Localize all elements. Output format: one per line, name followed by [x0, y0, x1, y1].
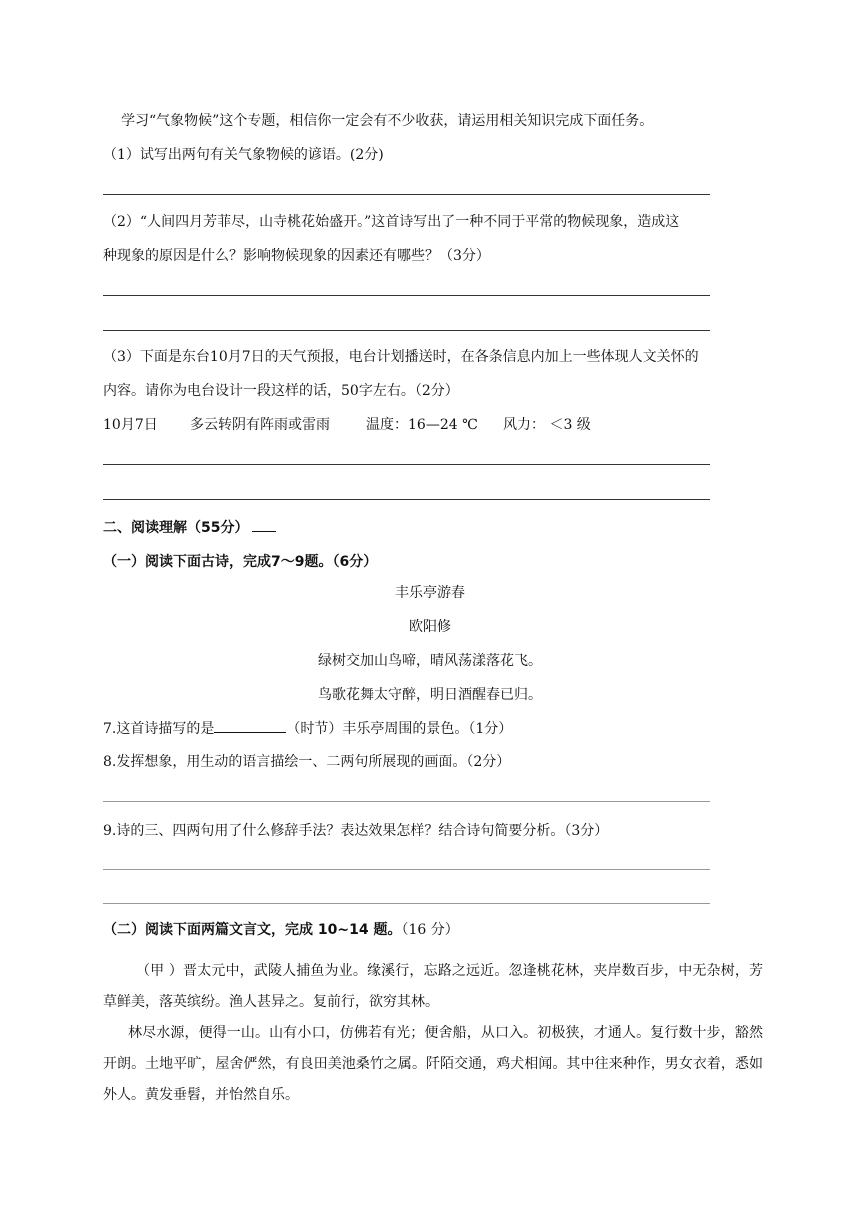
- question-3-line-1: （3）下面是东台10月7日的天气预报，电台计划播送时，在各条信息内加上一些体现人文关怀的: [103, 349, 699, 365]
- forecast-weather: 多云转阴有阵雨或雷雨: [190, 417, 330, 433]
- poem-line-2: 鸟歌花舞太守醉，明日酒醒春已归。: [318, 687, 542, 703]
- question-7-suffix: （时节）丰乐亭周围的景色。（1分）: [286, 721, 513, 737]
- poem-line-1: 绿树交加山鸟啼，晴风荡漾落花飞。: [318, 653, 542, 669]
- answer-line: [103, 464, 710, 465]
- subsection-2-score: （16 分）: [401, 922, 459, 938]
- poem-title: 丰乐亭游春: [395, 585, 465, 601]
- score-blank: [252, 517, 276, 532]
- subsection-1-title: （一）阅读下面古诗，完成7～9题。（6分）: [103, 554, 378, 570]
- answer-line: [103, 801, 710, 802]
- question-3-line-2: 内容。请你为电台设计一段这样的话，50字左右。（2分）: [103, 383, 459, 399]
- section-2-title-text: 二、阅读理解（55分）: [103, 520, 249, 536]
- poem-author: 欧阳修: [409, 619, 451, 635]
- fill-in-blank[interactable]: [214, 718, 286, 733]
- forecast-date: 10月7日: [103, 417, 158, 433]
- question-7: [103, 718, 512, 739]
- answer-line: [103, 330, 710, 331]
- subsection-2-title: [103, 920, 459, 940]
- forecast-temperature: 温度：16—24 ℃: [366, 417, 478, 433]
- answer-line: [103, 499, 710, 500]
- answer-line: [103, 903, 710, 904]
- task-intro: 学习“气象物候”这个专题，相信你一定会有不少收获，请运用相关知识完成下面任务。: [121, 113, 654, 129]
- passage-paragraph-2: 林尽水源，便得一山。山有小口，仿佛若有光；便舍船，从口入。初极狭，才通人。复行数十步，豁然开朗。土地平旷，屋舍俨然，有良田美池桑竹之属。阡陌交通，鸡犬相闻。其中往来种作，男女衣着，悉如外人。黄发垂髫，并怡然自乐。: [103, 1025, 763, 1103]
- passage-paragraph-1: （甲 ）晋太元中，武陵人捕鱼为业。缘溪行，忘路之远近。忽逢桃花林，夹岸数百步，中无杂树，芳草鲜美，落英缤纷。渔人甚异之。复前行，欲穷其林。: [103, 963, 763, 1010]
- question-2-line-1: （2）“人间四月芳菲尽，山寺桃花始盛开。”这首诗写出了一种不同于平常的物候现象，造成这: [103, 214, 680, 230]
- question-8: 8.发挥想象，用生动的语言描绘一、二两句所展现的画面。（2分）: [103, 754, 511, 770]
- answer-line: [103, 295, 710, 296]
- question-2-line-2: 种现象的原因是什么？影响物候现象的因素还有哪些？（3分）: [103, 248, 490, 264]
- question-1: （1）试写出两句有关气象物候的谚语。(2分): [103, 147, 384, 163]
- question-9: 9.诗的三、四两句用了什么修辞手法？表达效果怎样？结合诗句简要分析。（3分）: [103, 823, 609, 839]
- answer-line: [103, 194, 710, 195]
- question-7-prefix: 7.这首诗描写的是: [103, 721, 215, 737]
- subsection-2-title-text: （二）阅读下面两篇文言文，完成 10~14 题。: [103, 922, 402, 938]
- section-2-title: [103, 517, 276, 538]
- forecast-wind: 风力： ＜3 级: [503, 417, 591, 433]
- answer-line: [103, 869, 710, 870]
